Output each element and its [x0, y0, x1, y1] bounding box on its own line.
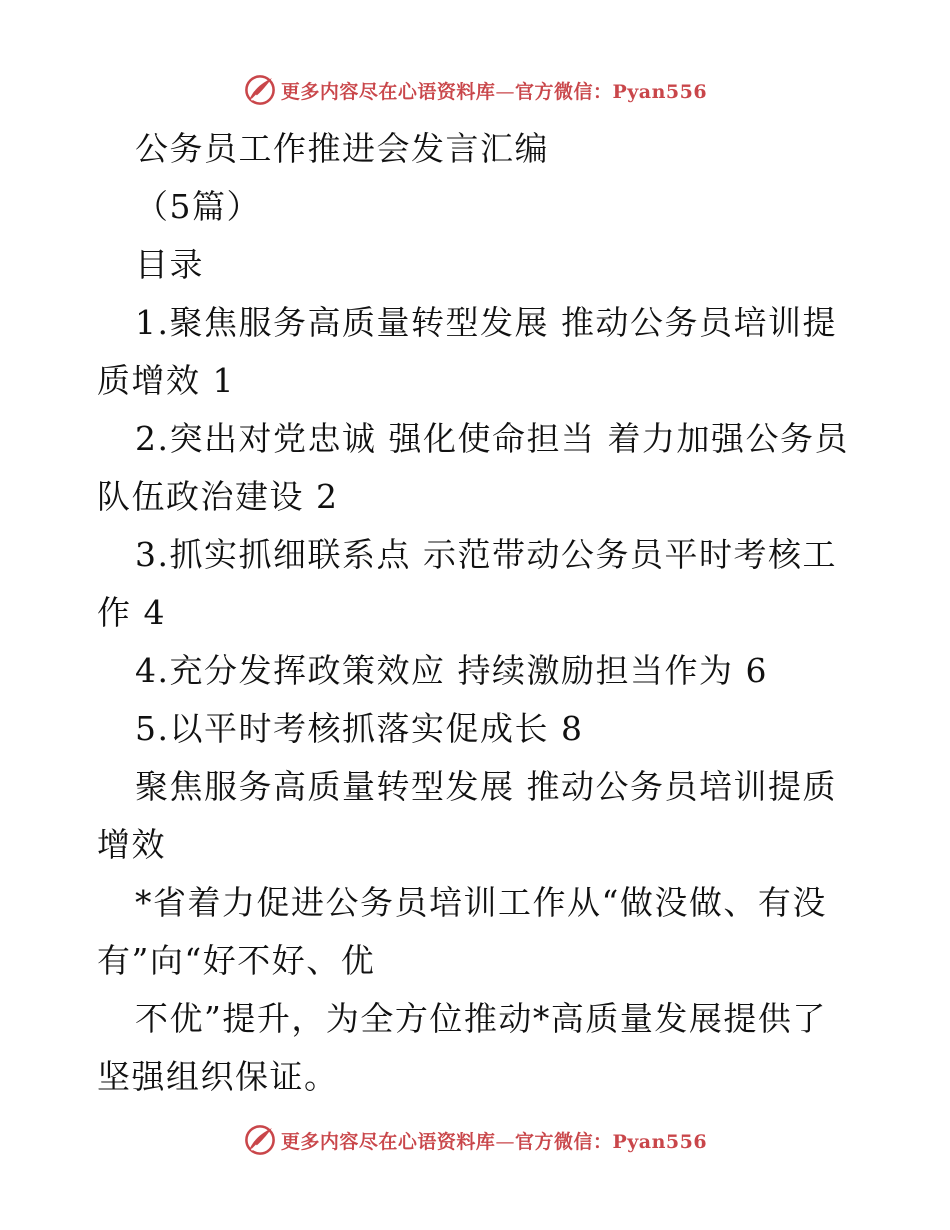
- toc-item-4: 4.充分发挥政策效应 持续激励担当作为 6: [135, 651, 768, 690]
- toc-item-2-line2: 队伍政治建设 2: [97, 477, 339, 516]
- paragraph-2-line1: 不优”提升，为全方位推动*高质量发展提供了: [135, 999, 827, 1038]
- section-title-line2: 增效: [97, 825, 166, 864]
- paragraph-2-line2: 坚强组织保证。: [97, 1057, 339, 1096]
- pen-logo-icon: [243, 1123, 277, 1157]
- toc-item-2-line1: 2.突出对党忠诚 强化使命担当 着力加强公务员: [135, 419, 849, 458]
- watermark-banner-bottom: [0, 1120, 950, 1160]
- watermark-text: 更多内容尽在心语资料库—官方微信：Pyan556: [280, 1130, 708, 1153]
- paragraph-1-line2: 有”向“好不好、优: [97, 941, 376, 980]
- toc-item-3-line1: 3.抓实抓细联系点 示范带动公务员平时考核工: [135, 535, 837, 574]
- pen-logo-icon: [243, 73, 277, 107]
- toc-item-5: 5.以平时考核抓落实促成长 8: [135, 709, 584, 748]
- toc-item-1-line2: 质增效 1: [97, 361, 235, 400]
- toc-item-3-line2: 作 4: [97, 593, 166, 632]
- toc-heading: 目录: [135, 245, 204, 284]
- document-page: [97, 120, 857, 1106]
- section-title-line1: 聚焦服务高质量转型发展 推动公务员培训提质: [135, 767, 837, 806]
- document-title: 公务员工作推进会发言汇编: [135, 129, 549, 168]
- toc-item-1-line1: 1.聚焦服务高质量转型发展 推动公务员培训提: [135, 303, 837, 342]
- document-count: （5篇）: [135, 187, 261, 226]
- watermark-banner-top: [0, 70, 950, 110]
- paragraph-1-line1: *省着力促进公务员培训工作从“做没做、有没: [135, 883, 827, 922]
- watermark-text: 更多内容尽在心语资料库—官方微信：Pyan556: [280, 80, 708, 103]
